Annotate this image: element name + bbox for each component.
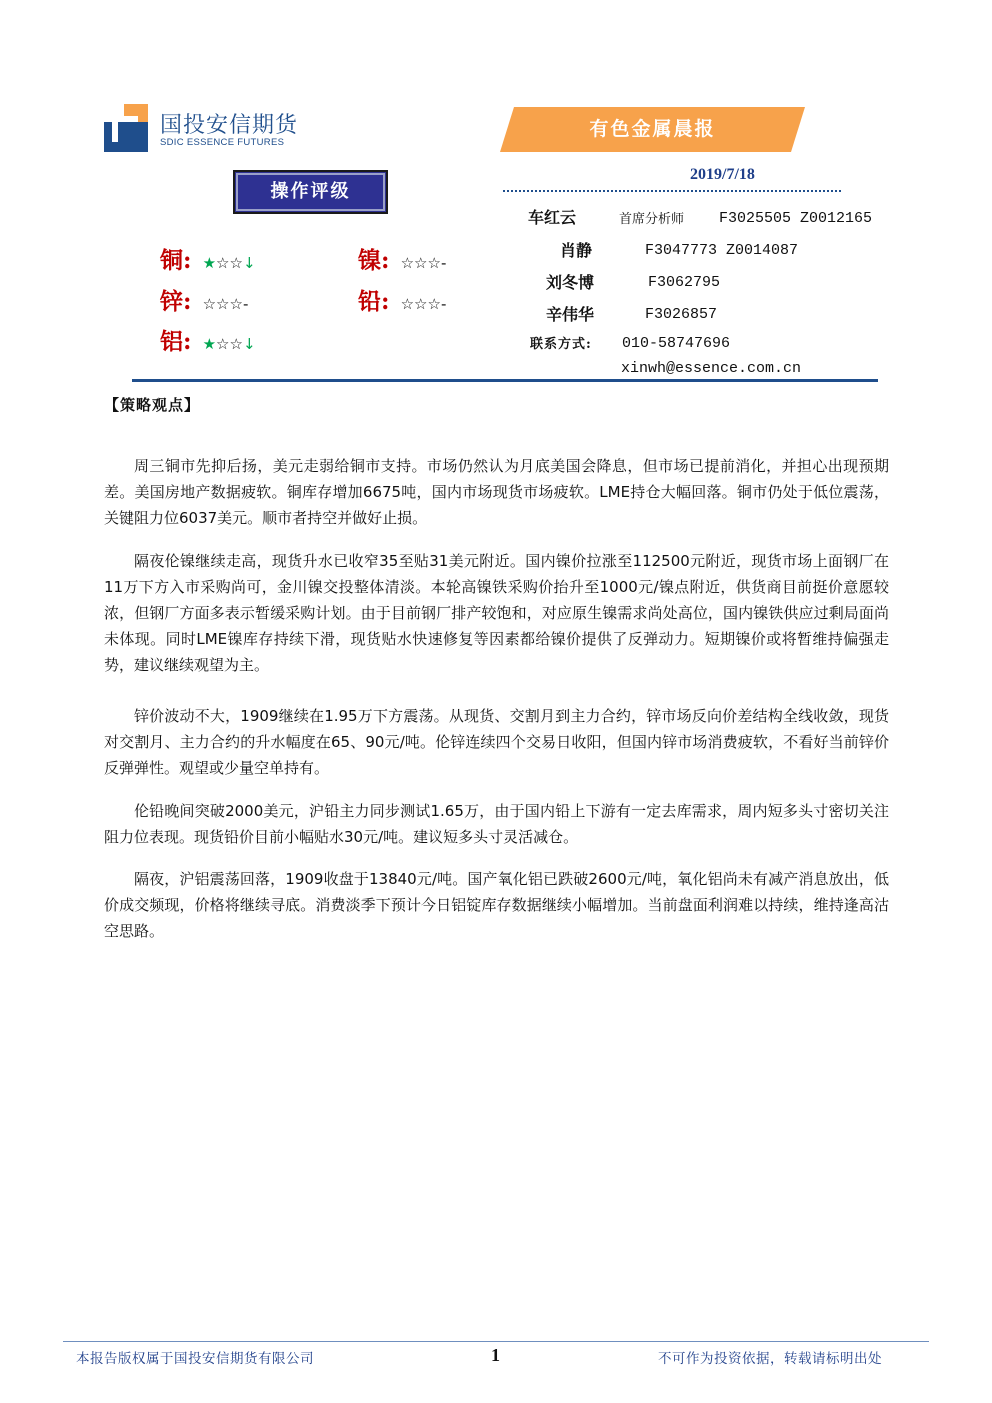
contact-row — [530, 333, 592, 352]
analyst-code — [719, 207, 872, 227]
section-title: 【策略观点】 — [104, 396, 201, 414]
paragraph-aluminum: 隔夜，沪铝震荡回落，1909收盘于13840元/吨。国产氧化铝已跌破2600元/吨，氧化铝尚未有减产消息放出，低价成交频现，价格将继续寻底。消费淡季下预计今日铝锭库存数据继续小幅增加。当前盘面利润难以持续，维持逢高沽空思路。 — [104, 870, 889, 940]
dotted-divider — [503, 190, 841, 192]
contact-phone — [622, 332, 730, 352]
metal-label: 锌: — [160, 288, 192, 315]
trend-flat-icon: - — [440, 254, 447, 272]
report-title: 有色金属晨报 — [589, 118, 716, 140]
report-title-banner — [500, 107, 805, 152]
footer-divider — [63, 1341, 929, 1342]
analyst-role — [619, 208, 684, 227]
rating-copper — [160, 242, 256, 275]
analyst-name: 刘冬博 — [546, 273, 595, 292]
rating-title: 操作评级 — [270, 181, 351, 202]
analyst-code — [648, 271, 720, 291]
logo-name-cn: 国投安信期货 — [160, 113, 299, 138]
analyst-license: F3062795 — [648, 274, 721, 291]
metal-label: 镍: — [358, 247, 390, 274]
analyst-row — [560, 238, 592, 261]
empty-star-icon: ☆☆☆ — [400, 254, 441, 272]
analyst-name: 辛伟华 — [546, 305, 595, 324]
rating-aluminum — [160, 323, 256, 356]
empty-star-icon: ☆☆ — [216, 335, 243, 353]
empty-star-icon: ☆☆☆ — [202, 295, 243, 313]
paragraph-copper: 周三铜市先抑后扬，美元走弱给铜市支持。市场仍然认为月底美国会降息，但市场已提前消化，并担心出现预期差。美国房地产数据疲软。铜库存增加6675吨，国内市场现货市场疲软。LME持仓大幅回落。铜市仍处于低位震荡，关键阻力位6037美元。顺市者持空并做好止损。 — [104, 457, 889, 527]
rating-zinc — [160, 283, 248, 316]
metal-label: 铜: — [160, 247, 192, 274]
filled-star-icon: ★ — [202, 335, 217, 353]
logo-mark-icon — [104, 104, 154, 154]
trend-flat-icon: - — [242, 295, 249, 313]
analyst-title: 首席分析师 — [619, 212, 685, 227]
star-rating — [203, 335, 256, 353]
star-rating — [203, 295, 249, 313]
trend-down-icon: ↓ — [242, 254, 256, 272]
analyst-license: F3026857 — [645, 306, 718, 323]
empty-star-icon: ☆☆☆ — [400, 295, 441, 313]
star-rating — [401, 254, 447, 272]
analyst-code — [645, 239, 798, 259]
logo-name-en: SDIC ESSENCE FUTURES — [160, 137, 285, 148]
analyst-name: 肖静 — [560, 241, 593, 260]
analyst-row — [528, 205, 576, 228]
trend-flat-icon: - — [440, 295, 447, 313]
phone-number: 010-58747696 — [622, 335, 731, 352]
analyst-code — [645, 303, 717, 323]
paragraph-lead: 伦铅晚间突破2000美元，沪铅主力同步测试1.65万，由于国内铅上下游有一定去库需求，周内短多头寸密切关注阻力位表现。现货铅价目前小幅贴水30元/吨。建议短多头寸灵活减仓。 — [104, 802, 889, 846]
metal-label: 铅: — [358, 288, 390, 315]
report-date: 2019/7/18 — [690, 166, 755, 183]
trend-down-icon: ↓ — [242, 335, 256, 353]
rating-title-box — [233, 170, 388, 214]
paragraph-zinc: 锌价波动不大，1909继续在1.95万下方震荡。从现货、交割月到主力合约，锌市场反向价差结构全线收敛，现货对交割月、主力合约的升水幅度在65、90元/吨。伦锌连续四个交易日收阳，但国内锌市场消费疲软，不看好当前锌价反弹弹性。观望或少量空单持有。 — [104, 707, 889, 777]
rating-lead — [358, 283, 446, 316]
paragraph-nickel: 隔夜伦镍继续走高，现货升水已收窄35至贴31美元附近。国内镍价拉涨至112500元附近，现货市场上面钢厂在11万下方入市采购尚可，金川镍交投整体清淡。本轮高镍铁采购价抬升至1000元/镍点附近，供货商目前挺价意愿较浓，但钢厂方面多表示暂缓采购计划。由于目前钢厂排产较饱和，对应原生镍需求尚处高位，国内镍铁供应过剩局面尚未体现。同时LME镍库存持续下滑，现货贴水快速修复等因素都给镍价提供了反弹动力。短期镍价或将暂维持偏强走势，建议继续观望为主。 — [104, 552, 889, 674]
analyst-license: F3047773 Z0014087 — [645, 242, 799, 259]
rating-nickel — [358, 242, 446, 275]
empty-star-icon: ☆☆ — [216, 254, 243, 272]
analyst-row — [546, 270, 594, 293]
email-address[interactable]: xinwh@essence.com.cn — [621, 360, 802, 377]
contact-email — [621, 357, 801, 377]
analyst-row — [546, 302, 594, 325]
filled-star-icon: ★ — [202, 254, 217, 272]
contact-label: 联系方式: — [530, 337, 592, 352]
analyst-name: 车红云 — [528, 208, 577, 227]
footer-disclaimer: 不可作为投资依据，转载请标明出处 — [658, 1351, 882, 1367]
star-rating — [401, 295, 447, 313]
header-divider — [132, 379, 878, 382]
star-rating — [203, 254, 256, 272]
metal-label: 铝: — [160, 328, 192, 355]
analyst-license: F3025505 Z0012165 — [719, 210, 873, 227]
page-number: 1 — [491, 1345, 500, 1365]
company-logo — [104, 104, 324, 154]
footer-copyright: 本报告版权属于国投安信期货有限公司 — [76, 1351, 314, 1367]
